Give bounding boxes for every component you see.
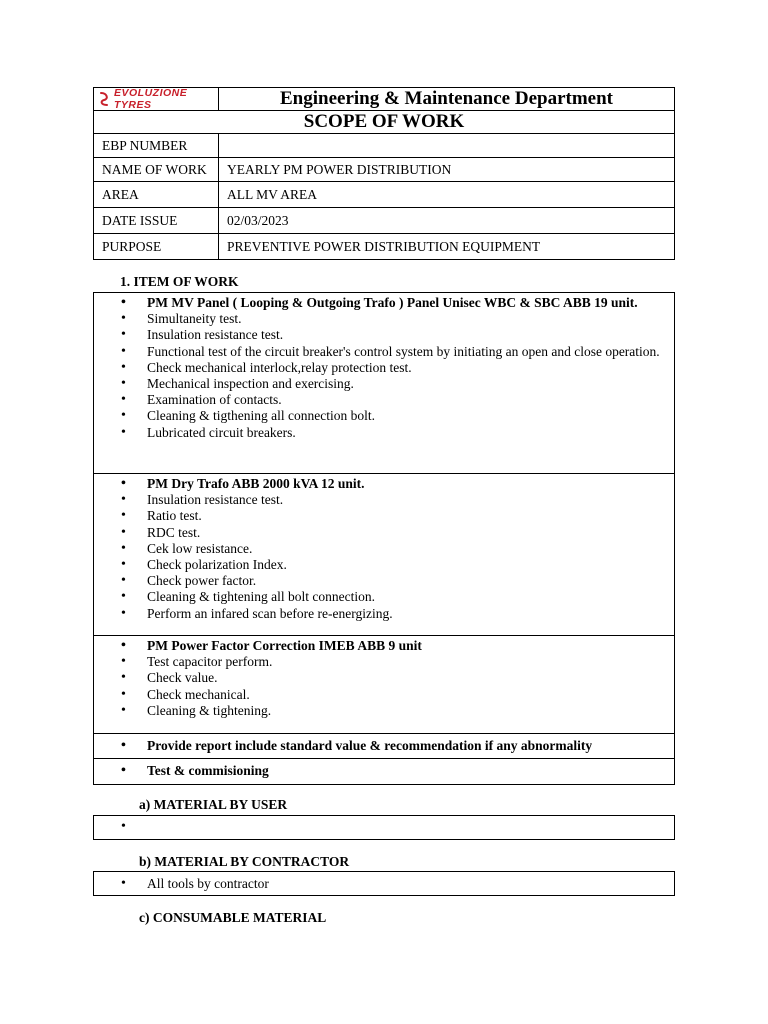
logo-cell — [94, 88, 219, 111]
department-title: Engineering & Maintenance Department — [219, 88, 675, 111]
list-item: • Test capacitor perform. — [94, 654, 674, 670]
info-row-date-issue — [94, 208, 675, 234]
info-row-area — [94, 182, 675, 208]
company-logo — [98, 87, 214, 111]
list-item: • Simultaneity test. — [94, 311, 674, 327]
header-table — [93, 87, 675, 260]
info-value: PREVENTIVE POWER DISTRIBUTION EQUIPMENT — [219, 234, 675, 260]
list-item: • Perform an infared scan before re-energizing. — [94, 606, 674, 622]
info-value: ALL MV AREA — [219, 182, 675, 208]
list-item: • Check power factor. — [94, 573, 674, 589]
material-by-user-box — [93, 815, 675, 840]
info-label: PURPOSE — [94, 234, 219, 260]
group-power-factor — [94, 636, 674, 734]
logo-swirl-icon — [98, 91, 110, 107]
document-title: SCOPE OF WORK — [94, 111, 675, 134]
info-label: NAME OF WORK — [94, 158, 219, 182]
list-item: • Cleaning & tightening. — [94, 703, 674, 719]
list-item: • Lubricated circuit breakers. — [94, 425, 674, 441]
list-item: • Check mechanical. — [94, 687, 674, 703]
group-commissioning — [94, 759, 674, 784]
list-item: • Check mechanical interlock,relay protection test. — [94, 360, 674, 376]
consumable-material-title: c) CONSUMABLE MATERIAL — [139, 910, 327, 925]
info-value — [219, 134, 675, 158]
group-heading: • PM Dry Trafo ABB 2000 kVA 12 unit. — [94, 476, 674, 492]
logo-text: EVOLUZIONE TYRES — [114, 87, 188, 111]
list-item: • Check value. — [94, 670, 674, 686]
group-heading: • PM Power Factor Correction IMEB ABB 9 unit — [94, 638, 674, 654]
info-row-name-of-work — [94, 158, 675, 182]
section-item-of-work-title: 1. ITEM OF WORK — [120, 274, 239, 289]
info-row-ebp — [94, 134, 675, 158]
group-heading: • PM MV Panel ( Looping & Outgoing Trafo ) Panel Unisec WBC & SBC ABB 19 unit. — [94, 295, 674, 311]
list-item: • Functional test of the circuit breaker's control system by initiating an open and close operation. — [94, 344, 674, 360]
info-label: EBP NUMBER — [94, 134, 219, 158]
list-item: • Insulation resistance test. — [94, 492, 674, 508]
list-item: • Examination of contacts. — [94, 392, 674, 408]
info-row-purpose — [94, 234, 675, 260]
info-label: DATE ISSUE — [94, 208, 219, 234]
material-by-contractor-box — [93, 871, 675, 896]
list-item: • Cleaning & tightening all bolt connection. — [94, 589, 674, 605]
list-item: • Mechanical inspection and exercising. — [94, 376, 674, 392]
material-by-user-title: a) MATERIAL BY USER — [139, 797, 288, 812]
group-dry-trafo — [94, 474, 674, 636]
group-heading: • Test & commisioning — [94, 763, 674, 779]
list-item: • Ratio test. — [94, 508, 674, 524]
group-mv-panel — [94, 293, 674, 474]
list-item: • Check polarization Index. — [94, 557, 674, 573]
list-item: • RDC test. — [94, 525, 674, 541]
material-by-contractor-title: b) MATERIAL BY CONTRACTOR — [139, 854, 350, 869]
list-item: • Cek low resistance. — [94, 541, 674, 557]
info-label: AREA — [94, 182, 219, 208]
group-heading: • Provide report include standard value & recommendation if any abnormality — [94, 738, 674, 754]
list-item: • Insulation resistance test. — [94, 327, 674, 343]
list-item: • Cleaning & tigthening all connection bolt. — [94, 408, 674, 424]
group-report — [94, 734, 674, 759]
info-value: 02/03/2023 — [219, 208, 675, 234]
list-item: • All tools by contractor — [94, 876, 674, 892]
info-value: YEARLY PM POWER DISTRIBUTION — [219, 158, 675, 182]
item-of-work-box — [93, 292, 675, 785]
